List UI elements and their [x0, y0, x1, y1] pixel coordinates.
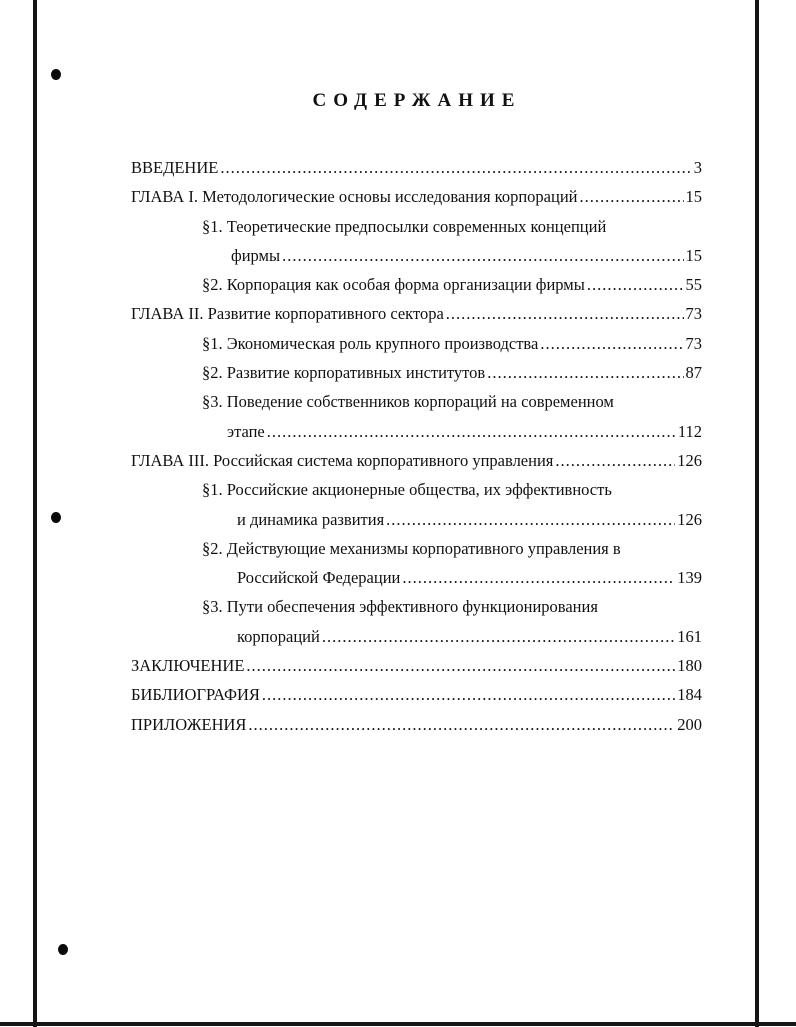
- dot-leader: [555, 446, 675, 475]
- toc-page-number: 73: [685, 304, 702, 324]
- toc-entry-chapter-2-section-3-cont[interactable]: [131, 417, 702, 446]
- toc-page-number: 200: [677, 714, 702, 734]
- toc-entry-text: ГЛАВА III. Российская система корпоративного управления: [131, 450, 554, 470]
- toc-entry-text-continued: Российской Федерации: [237, 568, 401, 588]
- dot-leader: [282, 241, 683, 270]
- toc-entry-chapter-3-section-1-cont[interactable]: [131, 505, 702, 534]
- dot-leader: [267, 417, 676, 446]
- dot-leader: [579, 182, 683, 211]
- toc-entry-chapter-1-section-1[interactable]: [131, 212, 702, 241]
- page-border-left: [33, 0, 37, 1027]
- toc-page-number: 15: [685, 245, 702, 265]
- punch-hole: [58, 944, 68, 955]
- toc-page-number: 139: [677, 568, 702, 588]
- toc-entry-text: ГЛАВА I. Методологические основы исследования корпораций: [131, 187, 578, 207]
- dot-leader: [540, 329, 683, 358]
- toc-entry-chapter-3-section-2[interactable]: [131, 534, 702, 563]
- toc-entry-conclusion[interactable]: [131, 651, 702, 680]
- toc-entry-text: ВВЕДЕНИЕ: [131, 158, 219, 177]
- toc-entry-text: ПРИЛОЖЕНИЯ: [131, 714, 247, 734]
- toc-entry-text: §3. Пути обеспечения эффективного функционирования: [202, 597, 598, 617]
- toc-entry-appendices[interactable]: [131, 710, 702, 739]
- toc-entry-text: §1. Российские акционерные общества, их эффективность: [202, 480, 612, 500]
- toc-page-number: 126: [677, 450, 702, 470]
- toc-entry-chapter-2[interactable]: [131, 299, 702, 328]
- toc-entry-chapter-2-section-2[interactable]: [131, 358, 702, 387]
- toc-entry-text-continued: корпораций: [237, 626, 320, 646]
- toc-page-number: 112: [677, 421, 702, 441]
- dot-leader: [248, 710, 675, 739]
- punch-hole: [51, 69, 61, 80]
- toc-entry-chapter-3-section-3-cont[interactable]: [131, 622, 702, 651]
- toc-entry-chapter-1[interactable]: [131, 182, 702, 211]
- toc-entry-text-continued: фирмы: [231, 245, 281, 265]
- toc-entry-text: §2. Корпорация как особая форма организации фирмы: [202, 275, 585, 295]
- dot-leader: [402, 563, 675, 592]
- dot-leader: [220, 153, 691, 182]
- toc-entry-chapter-2-section-3[interactable]: [131, 387, 702, 416]
- dot-leader: [262, 680, 675, 709]
- toc-entry-text-continued: этапе: [227, 421, 265, 441]
- toc-entry-chapter-1-section-1-cont[interactable]: [131, 241, 702, 270]
- dot-leader: [246, 651, 675, 680]
- toc-entry-text: §1. Экономическая роль крупного производства: [202, 333, 539, 353]
- toc-entry-text: §2. Развитие корпоративных институтов: [202, 363, 486, 383]
- toc-page-number: 73: [685, 333, 702, 353]
- toc-page-number: 161: [677, 626, 702, 646]
- toc-entry-chapter-2-section-1[interactable]: [131, 329, 702, 358]
- toc-page-number: 15: [685, 187, 702, 207]
- page-border-right: [755, 0, 759, 1027]
- toc-page-number: 126: [677, 509, 702, 529]
- page-border-bottom: [0, 1022, 796, 1026]
- toc-entry-bibliography[interactable]: [131, 680, 702, 709]
- dot-leader: [446, 299, 684, 328]
- toc-page-number: 87: [685, 363, 702, 383]
- punch-hole: [51, 512, 61, 523]
- toc-page-number: 184: [677, 685, 702, 705]
- toc-page-number: 3: [693, 158, 702, 177]
- toc-entry-text-continued: и динамика развития: [237, 509, 385, 529]
- page-title: СОДЕРЖАНИЕ: [312, 90, 522, 111]
- dot-leader: [322, 622, 675, 651]
- dot-leader: [587, 270, 684, 299]
- toc-entry-chapter-3[interactable]: [131, 446, 702, 475]
- dot-leader: [386, 505, 675, 534]
- toc-entry-chapter-3-section-3[interactable]: [131, 592, 702, 621]
- toc-entry-chapter-3-section-2-cont[interactable]: [131, 563, 702, 592]
- toc-entry-text: §1. Теоретические предпосылки современных концепций: [202, 216, 607, 236]
- toc-page-number: 180: [677, 656, 702, 676]
- toc-entry-chapter-1-section-2[interactable]: [131, 270, 702, 299]
- dot-leader: [487, 358, 683, 387]
- toc-page-number: 55: [685, 275, 702, 295]
- toc-entry-introduction[interactable]: [131, 153, 702, 182]
- toc-entry-text: ЗАКЛЮЧЕНИЕ: [131, 656, 245, 676]
- toc-entry-text: ГЛАВА II. Развитие корпоративного сектора: [131, 304, 444, 324]
- toc-entry-chapter-3-section-1[interactable]: [131, 475, 702, 504]
- toc-entry-text: БИБЛИОГРАФИЯ: [131, 685, 260, 705]
- table-of-contents: [131, 153, 702, 739]
- toc-entry-text: §3. Поведение собственников корпораций на современном: [202, 392, 614, 412]
- toc-entry-text: §2. Действующие механизмы корпоративного управления в: [202, 538, 621, 558]
